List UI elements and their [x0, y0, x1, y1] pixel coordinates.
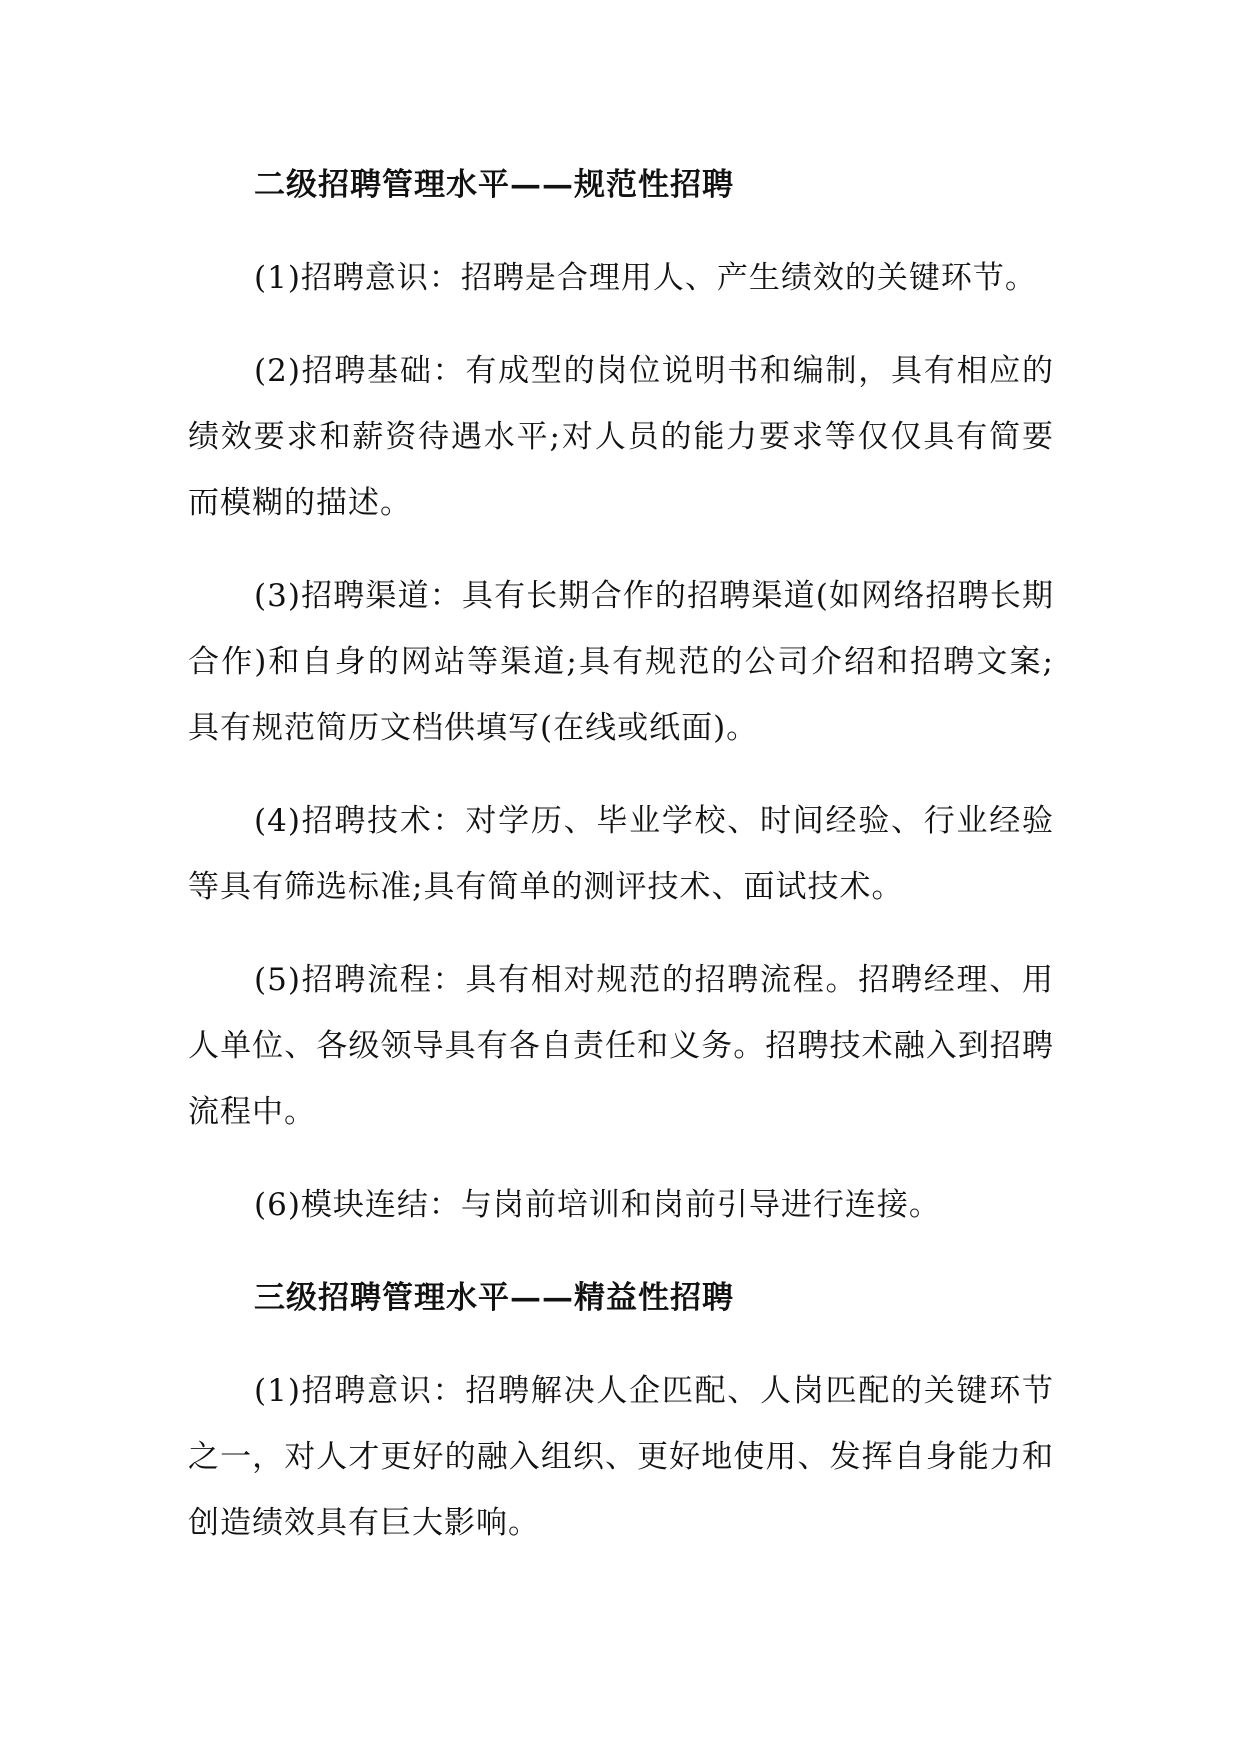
paragraph-recruitment-awareness-level-3: (1)招聘意识：招聘解决人企匹配、人岗匹配的关键环节之一，对人才更好的融入组织、更好地使用、发挥自身能力和创造绩效具有巨大影响。: [188, 1373, 1054, 1541]
paragraph-recruitment-techniques: (4)招聘技术：对学历、毕业学校、时间经验、行业经验等具有筛选标准;具有简单的测评技术、面试技术。: [188, 803, 1054, 905]
paragraph-module-linkage: (6)模块连结：与岗前培训和岗前引导进行连接。: [254, 1187, 941, 1223]
document-body: [188, 152, 1054, 1583]
paragraph-recruitment-foundation: (2)招聘基础：有成型的岗位说明书和编制，具有相应的绩效要求和薪资待遇水平;对人员的能力要求等仅仅具有简要而模糊的描述。: [188, 353, 1054, 521]
paragraph-recruitment-awareness: (1)招聘意识：招聘是合理用人、产生绩效的关键环节。: [254, 260, 1037, 296]
section-heading-level-3: 三级招聘管理水平——精益性招聘: [254, 1280, 734, 1316]
paragraph-recruitment-channels: (3)招聘渠道：具有长期合作的招聘渠道(如网络招聘长期合作)和自身的网站等渠道;具有规范的公司介绍和招聘文案;具有规范简历文档供填写(在线或纸面)。: [188, 578, 1054, 746]
section-heading-level-2: 二级招聘管理水平——规范性招聘: [254, 167, 734, 203]
paragraph-recruitment-process: (5)招聘流程：具有相对规范的招聘流程。招聘经理、用人单位、各级领导具有各自责任和义务。招聘技术融入到招聘流程中。: [188, 962, 1054, 1130]
